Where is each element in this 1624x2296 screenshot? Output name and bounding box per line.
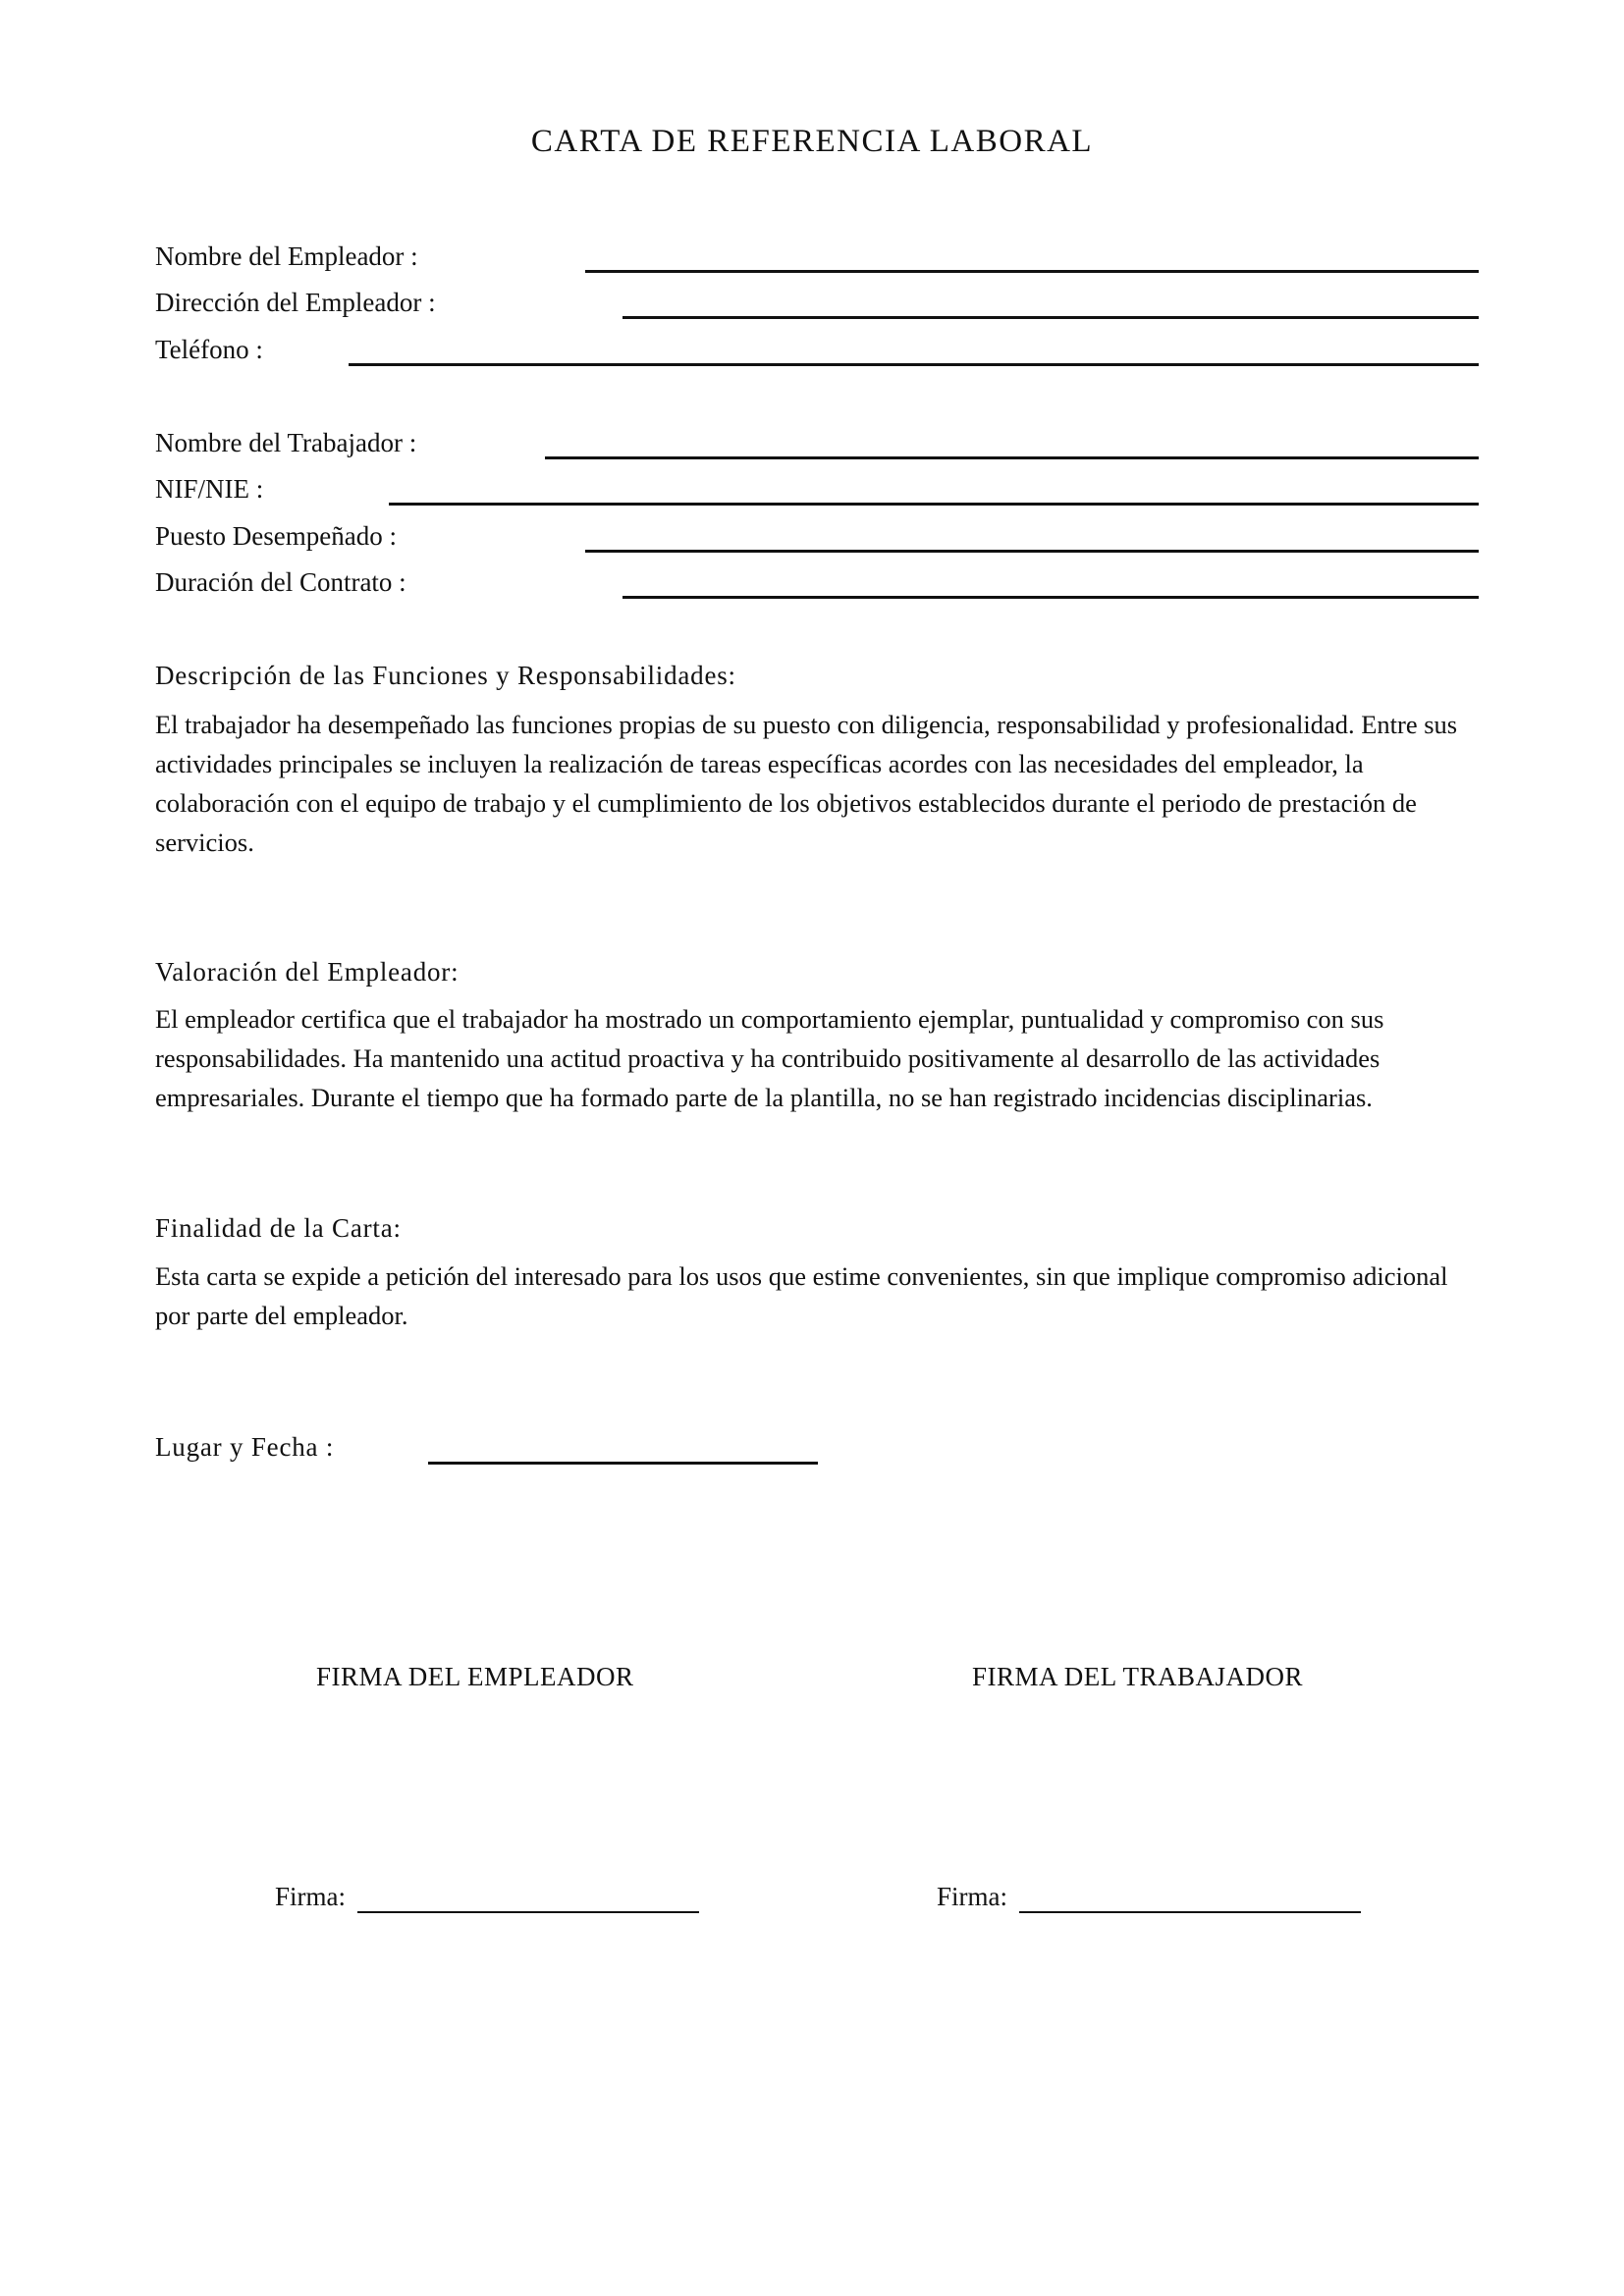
worker-name-label: Nombre del Trabajador : [155, 428, 417, 457]
employer-firma-label: Firma: [275, 1882, 346, 1911]
functions-heading: Descripción de las Funciones y Responsabilidades: [155, 661, 736, 690]
employer-name-label: Nombre del Empleador : [155, 241, 418, 271]
position-field[interactable] [585, 550, 1479, 553]
worker-firma-label: Firma: [937, 1882, 1007, 1911]
functions-paragraph: El trabajador ha desempeñado las funciones propias de su puesto con diligencia, responsabilidad y profesionalidad. Entre sus actividades principales se incluyen la realización de tareas específicas acordes con las necesidades del empleador, la colaboración con el equipo de trabajo y el cumplimiento de los objetivos establecidos durante el periodo de prestación de servicios. [155, 710, 1458, 857]
employer-phone-field[interactable] [349, 363, 1479, 366]
position-label: Puesto Desempeñado : [155, 521, 397, 551]
nif-nie-field[interactable] [389, 503, 1479, 506]
worker-signature-field[interactable] [1019, 1911, 1361, 1913]
purpose-heading: Finalidad de la Carta: [155, 1213, 402, 1243]
assessment-paragraph: El empleador certifica que el trabajador ha mostrado un comportamiento ejemplar, puntualidad y compromiso con sus responsabilidades. Ha mantenido una actitud proactiva y ha contribuido positivamente al desarrollo de las actividades empresariales. Durante el tiempo que ha formado parte de la plantilla, no se han registrado incidencias disciplinarias. [155, 1004, 1384, 1112]
nif-nie-label: NIF/NIE : [155, 474, 264, 504]
document-title: CARTA DE REFERENCIA LABORAL [530, 124, 1094, 159]
place-date-field[interactable] [428, 1462, 818, 1465]
employer-signature-heading: FIRMA DEL EMPLEADOR [316, 1662, 634, 1691]
employer-address-label: Dirección del Empleador : [155, 288, 436, 317]
employer-name-field[interactable] [585, 270, 1479, 273]
employer-phone-label: Teléfono : [155, 335, 263, 364]
contract-duration-label: Duración del Contrato : [155, 567, 406, 597]
employer-address-field[interactable] [623, 316, 1479, 319]
contract-duration-field[interactable] [623, 596, 1479, 599]
assessment-heading: Valoración del Empleador: [155, 957, 460, 987]
purpose-paragraph: Esta carta se expide a petición del interesado para los usos que estime convenientes, sin que implique compromiso adicional por parte del empleador. [155, 1261, 1448, 1330]
worker-name-field[interactable] [545, 456, 1479, 459]
employer-signature-field[interactable] [357, 1911, 699, 1913]
worker-signature-heading: FIRMA DEL TRABAJADOR [972, 1662, 1304, 1691]
place-date-label: Lugar y Fecha : [155, 1432, 335, 1462]
